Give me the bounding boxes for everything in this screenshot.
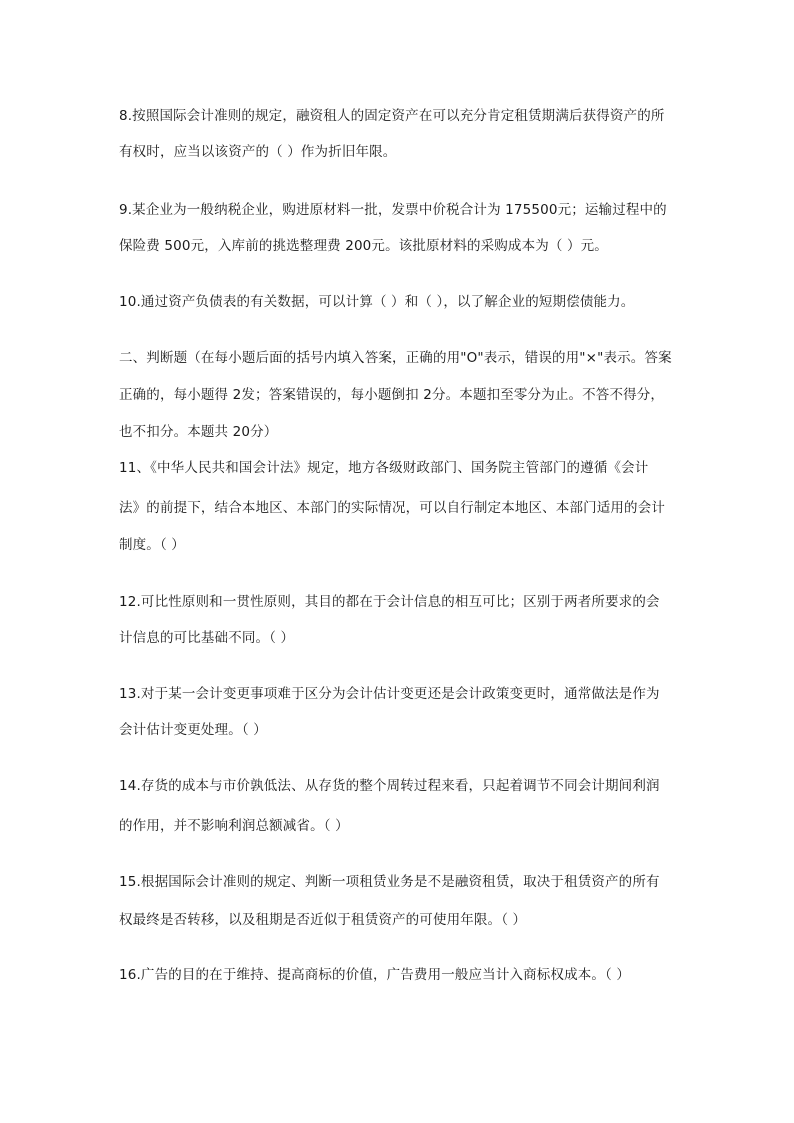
question-8-line-2: 有权时，应当以该资产的（ ）作为折旧年限。 (119, 144, 397, 160)
section-2-heading-line-1: 二、判断题（在每小题后面的括号内填入答案，正确的用"O"表示，错误的用"×"表示。答案 (119, 350, 672, 366)
question-13-line-1: 13.对于某一会计变更事项难于区分为会计估计变更还是会计政策变更时，通常做法是作为 (119, 686, 660, 702)
question-11-line-2: 法》的前提下，结合本地区、本部门的实际情况，可以自行制定本地区、本部门适用的会计 (119, 500, 665, 516)
question-16-line-1: 16.广告的目的在于维持、提高商标的价值，广告费用一般应当计入商标权成本。（ ） (119, 967, 631, 983)
question-8-line-1: 8.按照国际会计准则的规定，融资租人的固定资产在可以充分肯定租赁期满后获得资产的所 (119, 108, 665, 124)
question-12-line-2: 计信息的可比基础不同。（ ） (119, 630, 295, 646)
question-9-line-2: 保险费 500元，入库前的挑选整理费 200元。该批原材料的采购成本为（ ）元。 (119, 238, 608, 254)
question-9-line-1: 9.某企业为一般纳税企业，购进原材料一批，发票中价税合计为 175500元；运输过程中的 (119, 202, 667, 218)
section-2-heading-line-3: 也不扣分。本题共 20分） (119, 424, 278, 440)
question-13-line-2: 会计估计变更处理。（ ） (119, 722, 267, 738)
question-15-line-2: 权最终是否转移，以及租期是否近似于租赁资产的可使用年限。（ ） (119, 912, 527, 928)
question-14-line-1: 14.存货的成本与市价孰低法、从存货的整个周转过程来看，只起着调节不同会计期间利润 (119, 778, 660, 794)
question-11-line-1: 11、《中华人民共和国会计法》规定，地方各级财政部门、国务院主管部门的遵循《会计 (119, 460, 649, 476)
question-11-line-3: 制度。（ ） (119, 537, 185, 553)
section-2-heading-line-2: 正确的，每小题得 2发；答案错误的，每小题倒扣 2分。本题扣至零分为止。不答不得分， (119, 387, 665, 403)
question-10-line-1: 10.通过资产负债表的有关数据，可以计算（ ）和（ ），以了解企业的短期偿债能力。 (119, 294, 635, 310)
question-15-line-1: 15.根据国际会计准则的规定、判断一项租赁业务是不是融资租赁，取决于租赁资产的所有 (119, 874, 660, 890)
question-14-line-2: 的作用，并不影响利润总额减省。（ ） (119, 818, 349, 834)
question-12-line-1: 12.可比性原则和一贯性原则，其目的都在于会计信息的相互可比；区别于两者所要求的会 (119, 594, 660, 610)
